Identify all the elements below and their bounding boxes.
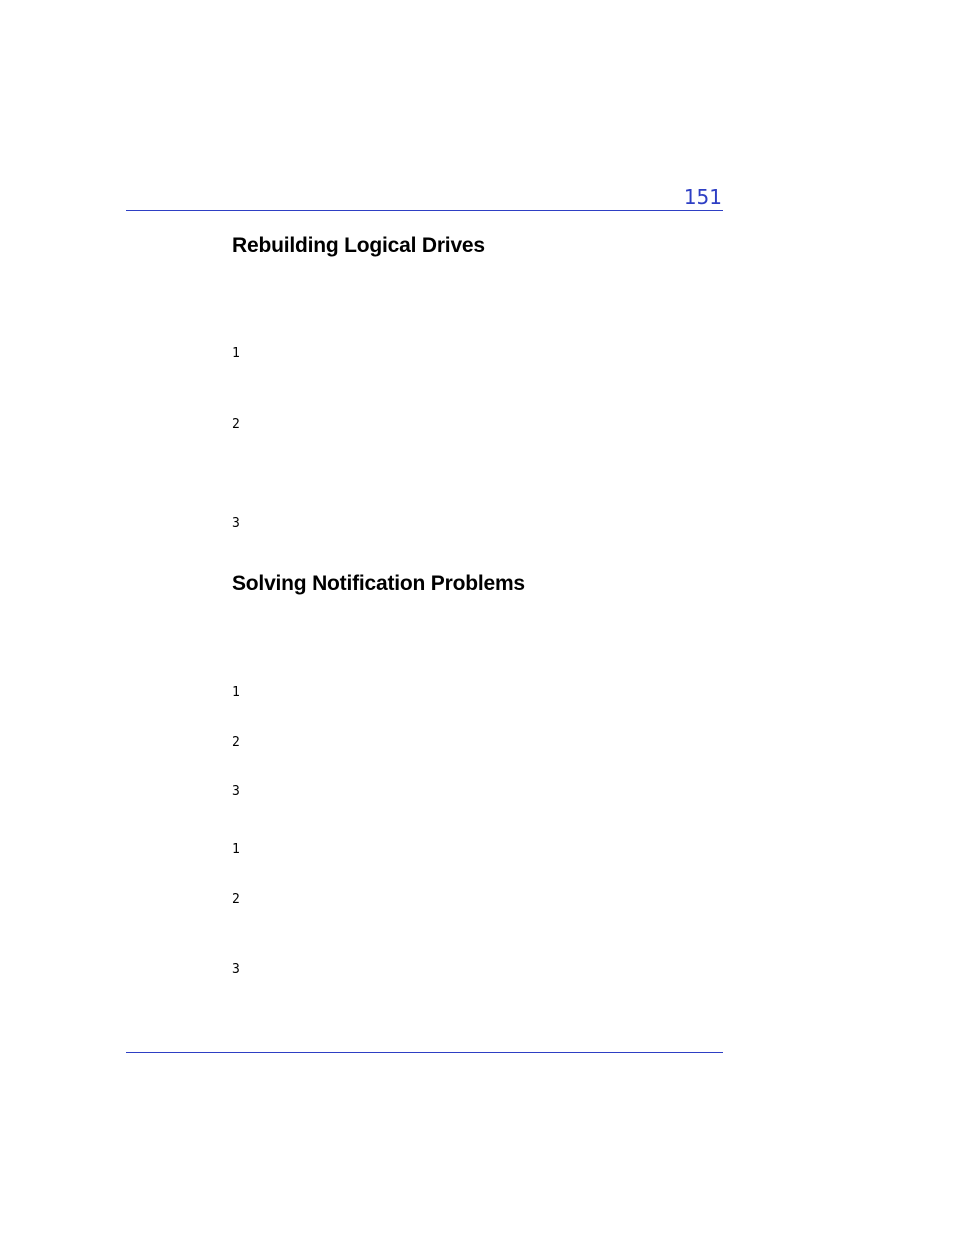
section-heading-rebuilding-logical-drives: Rebuilding Logical Drives (232, 234, 485, 257)
page-number: 151 (683, 185, 722, 209)
step-number: 1 (232, 346, 240, 361)
step-number: 2 (232, 735, 240, 750)
step-number: 2 (232, 417, 240, 432)
footer-rule (126, 1052, 723, 1053)
step-number: 3 (232, 784, 240, 799)
section-heading-solving-notification-problems: Solving Notification Problems (232, 572, 525, 595)
header-rule (126, 210, 723, 211)
step-number: 3 (232, 516, 240, 531)
step-number: 3 (232, 962, 240, 977)
step-number: 1 (232, 685, 240, 700)
step-number: 2 (232, 892, 240, 907)
step-number: 1 (232, 842, 240, 857)
